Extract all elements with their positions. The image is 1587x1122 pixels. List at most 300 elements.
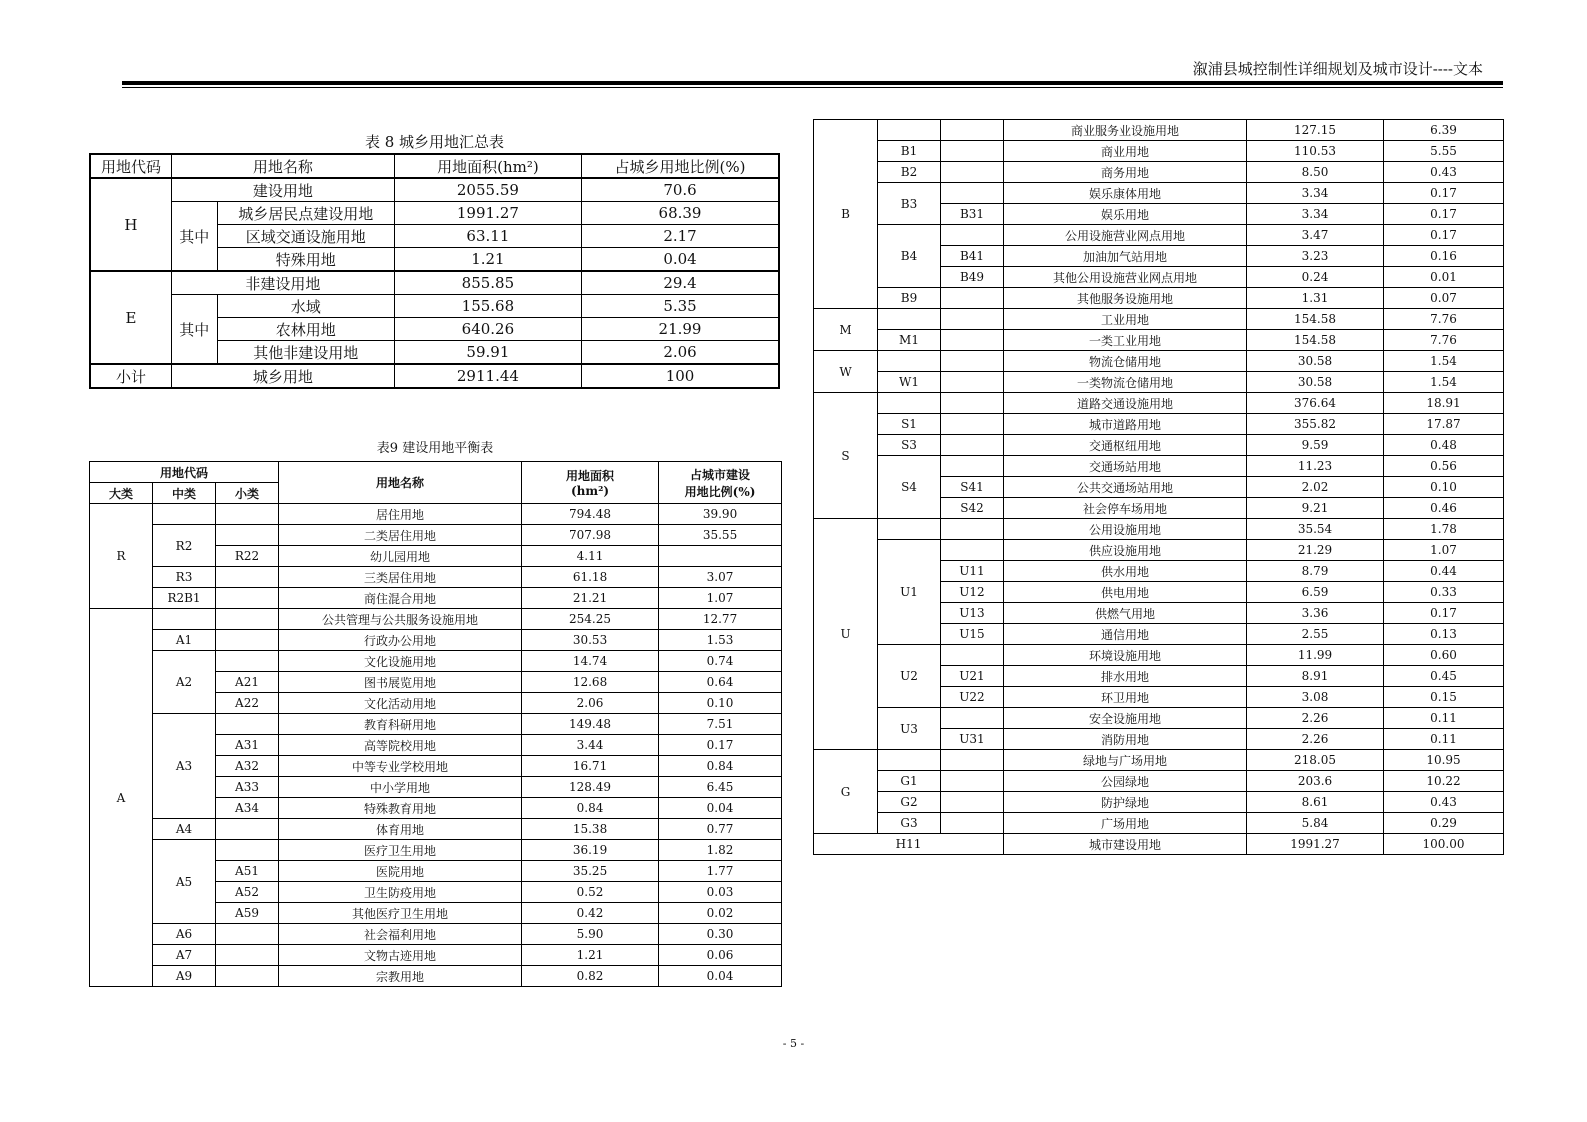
table9-cell-area: 5.90: [522, 924, 659, 945]
table9-cell-name: 体育用地: [279, 819, 522, 840]
table9-cell-name: 社会停车场用地: [1004, 498, 1247, 519]
header-thick-rule: [122, 81, 1503, 85]
table8-footer-area: 2911.44: [394, 364, 581, 388]
table8-cell-name: 农林用地: [217, 318, 394, 341]
table9-cell-name: 其他医疗卫生用地: [279, 903, 522, 924]
table9-cell-mid: [878, 750, 941, 771]
table9-cell-minor: A22: [216, 693, 279, 714]
table9-cell-mid: [878, 309, 941, 330]
table9-cell-mid: [153, 504, 216, 525]
table9-cell-pct: 1.54: [1384, 351, 1504, 372]
table9-cell-minor: U12: [941, 582, 1004, 603]
table9-cell-area: 21.21: [522, 588, 659, 609]
table9-cell-pct: 0.30: [659, 924, 782, 945]
table9-cell-pct: 0.45: [1384, 666, 1504, 687]
table9-cell-area: 2.55: [1247, 624, 1384, 645]
table9-header-pct-line1: 占城市建设: [690, 467, 751, 482]
table9-row: [814, 708, 1504, 729]
table9-cell-area: 2.26: [1247, 708, 1384, 729]
table9-cell-mid: [878, 519, 941, 540]
table9-cell-major: U: [814, 519, 878, 750]
table9-cell-mid: A7: [153, 945, 216, 966]
table9-cell-area: 0.42: [522, 903, 659, 924]
table9-cell-area: 254.25: [522, 609, 659, 630]
table9-cell-area: 16.71: [522, 756, 659, 777]
table9-cell-area: 154.58: [1247, 330, 1384, 351]
table9-cell-pct: 0.60: [1384, 645, 1504, 666]
table9-cell-minor: B31: [941, 204, 1004, 225]
table9-cell-minor: [216, 504, 279, 525]
table9-cell-area: 3.23: [1247, 246, 1384, 267]
table9-cell-name: 城市道路用地: [1004, 414, 1247, 435]
table9-cell-area: 2.02: [1247, 477, 1384, 498]
table8-cell-pct: 70.6: [582, 178, 779, 202]
table9-cell-mid: S3: [878, 435, 941, 456]
table8-footer-pct: 100: [582, 364, 779, 388]
table9-footer-area: 1991.27: [1247, 834, 1384, 855]
table9-cell-minor: [216, 714, 279, 735]
table8-cell-name: 建设用地: [171, 178, 394, 202]
table8-cell-area: 1991.27: [394, 202, 581, 225]
table9-cell-mid: B2: [878, 162, 941, 183]
table9-row: [90, 567, 782, 588]
table9-cell-name: 供燃气用地: [1004, 603, 1247, 624]
table9-cell-area: 8.79: [1247, 561, 1384, 582]
table9-cell-name: 供电用地: [1004, 582, 1247, 603]
table9-cell-name: 公用设施营业网点用地: [1004, 225, 1247, 246]
table9-cell-mid: U1: [878, 540, 941, 645]
table9-row: [814, 141, 1504, 162]
table9-cell-mid: A2: [153, 651, 216, 714]
table8-cell-area: 1.21: [394, 248, 581, 272]
table9-cell-area: 36.19: [522, 840, 659, 861]
table9-cell-minor: [216, 630, 279, 651]
table9-cell-pct: 0.17: [1384, 204, 1504, 225]
table9-row: [814, 771, 1504, 792]
table9-cell-minor: [941, 645, 1004, 666]
table9-cell-name: 高等院校用地: [279, 735, 522, 756]
table9-cell-minor: [941, 708, 1004, 729]
table9-cell-minor: [941, 351, 1004, 372]
table9-cell-pct: 0.13: [1384, 624, 1504, 645]
table9-cell-minor: [941, 288, 1004, 309]
table8-row: [90, 295, 779, 318]
table9-cell-name: 卫生防疫用地: [279, 882, 522, 903]
table9-cell-area: 6.59: [1247, 582, 1384, 603]
table9-cell-minor: [216, 588, 279, 609]
table9-cell-name: 环卫用地: [1004, 687, 1247, 708]
table9-cell-name: 供水用地: [1004, 561, 1247, 582]
table9-cell-name: 娱乐用地: [1004, 204, 1247, 225]
table9-cell-minor: U13: [941, 603, 1004, 624]
table9-cell-mid: R2B1: [153, 588, 216, 609]
table9-row: [90, 651, 782, 672]
table8-cell-pct: 29.4: [582, 271, 779, 295]
table9-row: [814, 120, 1504, 141]
table9-cell-area: 9.59: [1247, 435, 1384, 456]
table9-cell-name: 教育科研用地: [279, 714, 522, 735]
table9-row: [90, 714, 782, 735]
table9-cell-mid: [878, 120, 941, 141]
table9-header-pct-line2: 用地比例(%): [684, 484, 756, 499]
table9-cell-minor: A32: [216, 756, 279, 777]
table9-header-row: [90, 462, 782, 483]
table9-cell-area: 0.24: [1247, 267, 1384, 288]
table9-cell-name: 文化设施用地: [279, 651, 522, 672]
table9-cell-area: 8.91: [1247, 666, 1384, 687]
table9-cell-name: 社会福利用地: [279, 924, 522, 945]
table9-cell-pct: 1.07: [1384, 540, 1504, 561]
table9-cell-mid: [878, 351, 941, 372]
table9-cell-mid: A9: [153, 966, 216, 987]
table9-cell-name: 环境设施用地: [1004, 645, 1247, 666]
table9-cell-name: 商业服务业设施用地: [1004, 120, 1247, 141]
table9-cell-pct: 1.77: [659, 861, 782, 882]
table8-row: [90, 202, 779, 225]
table9-cell-area: 61.18: [522, 567, 659, 588]
table9-cell-minor: [216, 525, 279, 546]
table8-footer-row: [90, 364, 779, 388]
table9-cell-pct: 6.39: [1384, 120, 1504, 141]
table9-cell-minor: [941, 750, 1004, 771]
table8-cell-area: 2055.59: [394, 178, 581, 202]
table9-cell-area: 11.99: [1247, 645, 1384, 666]
table8-cell-pct: 5.35: [582, 295, 779, 318]
table8-cell-area: 59.91: [394, 341, 581, 365]
table8-cell-area: 155.68: [394, 295, 581, 318]
table9-cell-minor: [941, 414, 1004, 435]
table9-cell-area: 0.84: [522, 798, 659, 819]
table9-cell-mid: W1: [878, 372, 941, 393]
table9-cell-pct: 0.64: [659, 672, 782, 693]
table9-cell-pct: 0.01: [1384, 267, 1504, 288]
table9-cell-pct: 0.03: [659, 882, 782, 903]
table9-cell-name: 排水用地: [1004, 666, 1247, 687]
table9-cell-pct: 0.15: [1384, 687, 1504, 708]
table9-cell-mid: S1: [878, 414, 941, 435]
table9-cell-area: 3.47: [1247, 225, 1384, 246]
table9-cell-minor: R22: [216, 546, 279, 567]
table9-cell-name: 绿地与广场用地: [1004, 750, 1247, 771]
table9-cell-pct: 0.29: [1384, 813, 1504, 834]
table9-cell-minor: B41: [941, 246, 1004, 267]
table9-cell-name: 行政办公用地: [279, 630, 522, 651]
table9-cell-name: 道路交通设施用地: [1004, 393, 1247, 414]
table9-cell-area: 1.31: [1247, 288, 1384, 309]
table9-cell-name: 娱乐康体用地: [1004, 183, 1247, 204]
table9-cell-mid: A4: [153, 819, 216, 840]
table9-cell-minor: [216, 567, 279, 588]
table9-cell-pct: 0.11: [1384, 729, 1504, 750]
table9-cell-pct: 0.33: [1384, 582, 1504, 603]
table9-row: [90, 630, 782, 651]
table9-cell-pct: [659, 546, 782, 567]
table8-header-name: 用地名称: [171, 154, 394, 178]
table9-cell-pct: 0.43: [1384, 162, 1504, 183]
table9-cell-name: 其他服务设施用地: [1004, 288, 1247, 309]
table8-header-pct: 占城乡用地比例(%): [582, 154, 779, 178]
table9-cell-name: 安全设施用地: [1004, 708, 1247, 729]
table9-cell-mid: R3: [153, 567, 216, 588]
table9-cell-mid: G3: [878, 813, 941, 834]
table9-cell-name: 加油加气站用地: [1004, 246, 1247, 267]
table9-cell-major: W: [814, 351, 878, 393]
table9-cell-minor: [941, 771, 1004, 792]
table9-cell-area: 1.21: [522, 945, 659, 966]
table9-header-area-unit: (hm²): [571, 484, 610, 498]
table9-cell-name: 供应设施用地: [1004, 540, 1247, 561]
table9-cell-area: 4.11: [522, 546, 659, 567]
table9-cell-pct: 7.76: [1384, 309, 1504, 330]
table9-cell-minor: [941, 183, 1004, 204]
table9-cell-name: 居住用地: [279, 504, 522, 525]
table9-cell-area: 3.08: [1247, 687, 1384, 708]
table9-cell-name: 物流仓储用地: [1004, 351, 1247, 372]
table9-cell-pct: 7.76: [1384, 330, 1504, 351]
table9-cell-pct: 1.78: [1384, 519, 1504, 540]
table9-cell-area: 376.64: [1247, 393, 1384, 414]
table9-cell-mid: U3: [878, 708, 941, 750]
table8-cell-pct: 21.99: [582, 318, 779, 341]
table9-cell-name: 一类工业用地: [1004, 330, 1247, 351]
table8-header-row: [90, 154, 779, 178]
table9-cell-mid: A5: [153, 840, 216, 924]
table9-row: [814, 288, 1504, 309]
table9-cell-minor: [941, 372, 1004, 393]
table9-cell-pct: 0.84: [659, 756, 782, 777]
table9-cell-area: 3.34: [1247, 204, 1384, 225]
table9-cell-area: 8.50: [1247, 162, 1384, 183]
table9-cell-name: 公共交通场站用地: [1004, 477, 1247, 498]
table8-cell-name: 非建设用地: [171, 271, 394, 295]
table8-cell-area: 640.26: [394, 318, 581, 341]
table9-cell-pct: 0.48: [1384, 435, 1504, 456]
table9-cell-area: 12.68: [522, 672, 659, 693]
table8-cell-name: 区域交通设施用地: [217, 225, 394, 248]
table9-cell-name: 特殊教育用地: [279, 798, 522, 819]
table9-cell-mid: R2: [153, 525, 216, 567]
table9-footer-row: [814, 834, 1504, 855]
table9-cell-minor: A52: [216, 882, 279, 903]
table9-cell-minor: [941, 393, 1004, 414]
table9-row: [814, 540, 1504, 561]
table9-caption: 表9 建设用地平衡表: [376, 441, 494, 456]
table9-cell-name: 文化活动用地: [279, 693, 522, 714]
table9-cell-area: 128.49: [522, 777, 659, 798]
table9-cell-pct: 0.77: [659, 819, 782, 840]
table8-cell-pct: 68.39: [582, 202, 779, 225]
table9-footer-name: 城市建设用地: [1004, 834, 1247, 855]
table9-cell-pct: 0.16: [1384, 246, 1504, 267]
table8-header-code: 用地代码: [90, 154, 171, 178]
table9-cell-pct: 0.17: [1384, 225, 1504, 246]
table8-cell-name: 其他非建设用地: [217, 341, 394, 365]
table9-row: [90, 819, 782, 840]
table9-cell-mid: A3: [153, 714, 216, 819]
table9-header-pct: [659, 462, 782, 504]
table9-cell-mid: B3: [878, 183, 941, 225]
table9-header-mid: 中类: [153, 483, 216, 504]
table9-cell-area: 3.34: [1247, 183, 1384, 204]
table9-cell-mid: B4: [878, 225, 941, 288]
table8-sub-label: 其中: [171, 202, 217, 272]
table9-cell-name: 交通枢纽用地: [1004, 435, 1247, 456]
table9-cell-area: 30.58: [1247, 351, 1384, 372]
table9-cell-pct: 6.45: [659, 777, 782, 798]
table9-cell-minor: A21: [216, 672, 279, 693]
table9-cell-minor: U21: [941, 666, 1004, 687]
table9-cell-name: 广场用地: [1004, 813, 1247, 834]
table9-row: [814, 372, 1504, 393]
table9-cell-minor: [941, 435, 1004, 456]
table9-cell-area: 35.25: [522, 861, 659, 882]
table9-cell-pct: 39.90: [659, 504, 782, 525]
table9-cell-area: 14.74: [522, 651, 659, 672]
table9-cell-area: 218.05: [1247, 750, 1384, 771]
table9-cell-pct: 0.17: [659, 735, 782, 756]
table9-cell-minor: A34: [216, 798, 279, 819]
table9-cell-minor: [216, 609, 279, 630]
table9-cell-pct: 0.04: [659, 798, 782, 819]
table9-row: [814, 393, 1504, 414]
table8-sub-label: 其中: [171, 295, 217, 365]
table9-cell-area: 2.06: [522, 693, 659, 714]
table9-row: [814, 225, 1504, 246]
table9-row: [90, 525, 782, 546]
table9-cell-area: 5.84: [1247, 813, 1384, 834]
table9-cell-minor: [941, 519, 1004, 540]
table9-cell-area: 15.38: [522, 819, 659, 840]
table9-cell-name: 工业用地: [1004, 309, 1247, 330]
table9-cell-major: M: [814, 309, 878, 351]
table9-cell-pct: 0.17: [1384, 603, 1504, 624]
table9-cell-pct: 0.06: [659, 945, 782, 966]
table9-row: [814, 435, 1504, 456]
table9-cell-name: 商务用地: [1004, 162, 1247, 183]
table9-row: [814, 162, 1504, 183]
table9-cell-area: 154.58: [1247, 309, 1384, 330]
table9-cell-name: 消防用地: [1004, 729, 1247, 750]
table9-row: [814, 519, 1504, 540]
table9-cell-minor: S42: [941, 498, 1004, 519]
page-number: - 5 -: [782, 1037, 805, 1050]
table9-cell-minor: S41: [941, 477, 1004, 498]
table9-cell-major: R: [90, 504, 153, 609]
table9-cell-minor: [941, 120, 1004, 141]
table9-row: [814, 183, 1504, 204]
table8-header-area: 用地面积(hm²): [394, 154, 581, 178]
table9-cell-minor: [216, 651, 279, 672]
table9-row: [90, 609, 782, 630]
table9-cell-pct: 5.55: [1384, 141, 1504, 162]
table9-cell-pct: 12.77: [659, 609, 782, 630]
table9-cell-name: 宗教用地: [279, 966, 522, 987]
table9-cell-name: 公园绿地: [1004, 771, 1247, 792]
table8-cell-name: 特殊用地: [217, 248, 394, 272]
table9-header-name: 用地名称: [279, 462, 522, 504]
table9-row: [90, 924, 782, 945]
table9-cell-minor: U15: [941, 624, 1004, 645]
table9-footer-code: H11: [814, 834, 1004, 855]
table9-cell-pct: 1.82: [659, 840, 782, 861]
table9-cell-minor: [941, 330, 1004, 351]
table8-cell-pct: 2.06: [582, 341, 779, 365]
table9-header-area: [522, 462, 659, 504]
table9-cell-minor: B49: [941, 267, 1004, 288]
table9-cell-name: 交通场站用地: [1004, 456, 1247, 477]
table9-cell-area: 35.54: [1247, 519, 1384, 540]
table8-cell-pct: 2.17: [582, 225, 779, 248]
table9-cell-minor: [941, 309, 1004, 330]
table9-cell-major: B: [814, 120, 878, 309]
table9-cell-minor: U31: [941, 729, 1004, 750]
table9-continued: [813, 119, 1504, 855]
table9-cell-pct: 0.10: [659, 693, 782, 714]
table9-row: [814, 645, 1504, 666]
table9-cell-pct: 0.43: [1384, 792, 1504, 813]
table9-cell-area: 149.48: [522, 714, 659, 735]
table9-cell-mid: B1: [878, 141, 941, 162]
table9-cell-name: 通信用地: [1004, 624, 1247, 645]
header-thin-rule: [122, 87, 1503, 88]
table9-row: [814, 330, 1504, 351]
table9-cell-minor: [216, 924, 279, 945]
table9-cell-mid: [153, 609, 216, 630]
table9-cell-name: 二类居住用地: [279, 525, 522, 546]
table9-construction-land-balance: [89, 461, 782, 987]
table9-cell-minor: [941, 141, 1004, 162]
table8-cell-area: 855.85: [394, 271, 581, 295]
table9-cell-area: 2.26: [1247, 729, 1384, 750]
table9-cell-name: 中等专业学校用地: [279, 756, 522, 777]
table9-row: [90, 840, 782, 861]
table8-cell-name: 城乡居民点建设用地: [217, 202, 394, 225]
table8-footer-code: 小计: [90, 364, 171, 388]
table9-cell-area: 30.58: [1247, 372, 1384, 393]
table9-cell-area: 9.21: [1247, 498, 1384, 519]
table9-cell-minor: [941, 162, 1004, 183]
table9-row: [814, 351, 1504, 372]
table9-cell-name: 中小学用地: [279, 777, 522, 798]
table9-cell-pct: 0.02: [659, 903, 782, 924]
table9-cell-minor: [216, 966, 279, 987]
table9-cell-name: 图书展览用地: [279, 672, 522, 693]
table8-cell-area: 63.11: [394, 225, 581, 248]
table9-footer-pct: 100.00: [1384, 834, 1504, 855]
table9-cell-pct: 0.10: [1384, 477, 1504, 498]
table9-cell-area: 21.29: [1247, 540, 1384, 561]
table9-cell-minor: [216, 840, 279, 861]
table9-cell-pct: 1.54: [1384, 372, 1504, 393]
table9-cell-area: 0.52: [522, 882, 659, 903]
table9-cell-area: 355.82: [1247, 414, 1384, 435]
table9-cell-mid: S4: [878, 456, 941, 519]
table9-cell-area: 794.48: [522, 504, 659, 525]
table9-cell-name: 医院用地: [279, 861, 522, 882]
table9-row: [814, 414, 1504, 435]
table9-cell-name: 公共管理与公共服务设施用地: [279, 609, 522, 630]
table9-header-area-label: 用地面积: [566, 469, 615, 483]
table9-row: [814, 309, 1504, 330]
table9-cell-name: 文物古迹用地: [279, 945, 522, 966]
table9-cell-minor: A59: [216, 903, 279, 924]
table9-cell-pct: 0.46: [1384, 498, 1504, 519]
table9-cell-minor: U22: [941, 687, 1004, 708]
table9-row: [814, 792, 1504, 813]
table9-cell-area: 3.44: [522, 735, 659, 756]
table9-cell-name: 一类物流仓储用地: [1004, 372, 1247, 393]
table8-caption: 表 8 城乡用地汇总表: [364, 133, 505, 151]
